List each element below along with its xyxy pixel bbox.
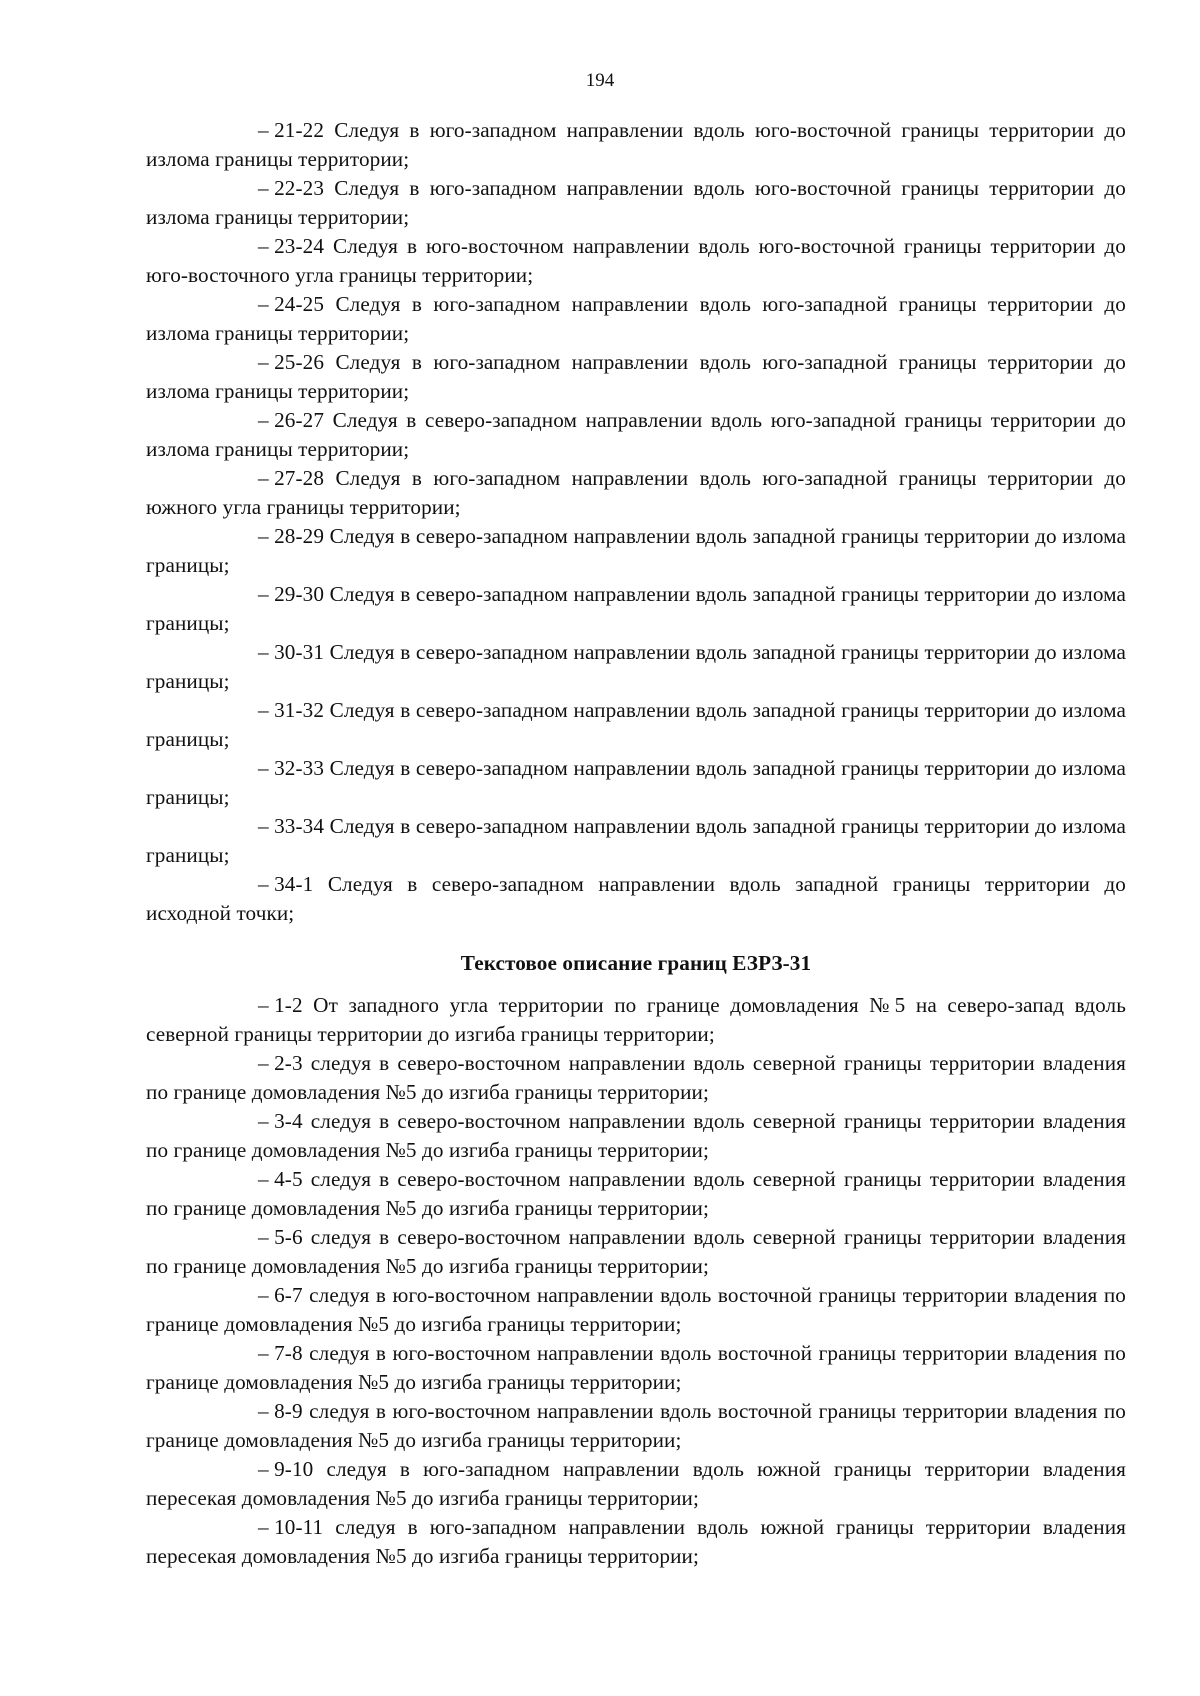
segment-description: следуя в северо-восточном направлении вдоль северной границы территории владения по границе домовладения №5 до изгиба границы территории;	[146, 1051, 1126, 1104]
segment-description: следуя в северо-восточном направлении вдоль северной границы территории владения по границе домовладения №5 до изгиба границы территории;	[146, 1109, 1126, 1162]
segment-code: – 33-34	[258, 814, 325, 838]
boundary-entry	[146, 1049, 1126, 1107]
segment-code: – 28-29	[258, 524, 325, 548]
boundary-entry	[146, 174, 1126, 232]
segment-code: – 2-3	[258, 1051, 303, 1075]
boundary-entry	[146, 1165, 1126, 1223]
boundary-entry	[146, 870, 1126, 928]
page-number: 194	[585, 70, 615, 91]
segment-code: – 22-23	[258, 176, 325, 200]
boundary-entry	[146, 580, 1126, 638]
boundary-entry	[146, 1455, 1126, 1513]
boundary-entry	[146, 1281, 1126, 1339]
segment-code: – 6-7	[258, 1283, 303, 1307]
boundary-entry	[146, 522, 1126, 580]
segment-description: следуя в юго-восточном направлении вдоль восточной границы территории владения по границе домовладения №5 до изгиба границы территории;	[146, 1283, 1126, 1336]
segment-description: Следуя в северо-западном направлении вдоль западной границы территории до излома границы;	[146, 582, 1126, 635]
segment-code: – 24-25	[258, 292, 325, 316]
segment-code: – 21-22	[258, 118, 325, 142]
segment-description: Следуя в юго-западном направлении вдоль юго-восточной границы территории до излома границы территории;	[146, 176, 1126, 229]
segment-code: – 32-33	[258, 756, 325, 780]
segment-code: – 7-8	[258, 1341, 303, 1365]
segment-code: – 26-27	[258, 408, 325, 432]
boundary-entry	[146, 696, 1126, 754]
segment-code: – 3-4	[258, 1109, 303, 1133]
ezrz-boundary-section	[146, 991, 1126, 1571]
segment-code: – 23-24	[258, 234, 325, 258]
segment-description: Следуя в северо-западном направлении вдоль западной границы территории до излома границы;	[146, 640, 1126, 693]
segment-description: следуя в юго-западном направлении вдоль южной границы территории владения пересекая домовладения №5 до изгиба границы территории;	[146, 1457, 1126, 1510]
segment-description: следуя в юго-восточном направлении вдоль восточной границы территории владения по границе домовладения №5 до изгиба границы территории;	[146, 1399, 1126, 1452]
segment-code: – 25-26	[258, 350, 325, 374]
boundary-entry	[146, 1339, 1126, 1397]
segment-description: следуя в юго-восточном направлении вдоль восточной границы территории владения по границе домовладения №5 до изгиба границы территории;	[146, 1341, 1126, 1394]
segment-description: Следуя в северо-западном направлении вдоль юго-западной границы территории до излома границы территории;	[146, 408, 1126, 461]
segment-description: Следуя в северо-западном направлении вдоль западной границы территории до излома границы;	[146, 698, 1126, 751]
boundary-entry	[146, 1107, 1126, 1165]
section-heading: Текстовое описание границ ЕЗРЗ-31	[460, 951, 812, 975]
boundary-entry	[146, 290, 1126, 348]
boundary-entry	[146, 464, 1126, 522]
boundary-entry	[146, 812, 1126, 870]
segment-description: следуя в северо-восточном направлении вдоль северной границы территории владения по границе домовладения №5 до изгиба границы территории;	[146, 1225, 1126, 1278]
segment-code: – 1-2	[258, 993, 303, 1017]
segment-description: Следуя в северо-западном направлении вдоль западной границы территории до излома границы;	[146, 524, 1126, 577]
segment-description: Следуя в северо-западном направлении вдоль западной границы территории до излома границы;	[146, 814, 1126, 867]
boundary-entry	[146, 116, 1126, 174]
document-body	[146, 116, 1126, 1571]
segment-description: От западного угла территории по границе домовладения №5 на северо-запад вдоль северной границы территории до изгиба границы территории;	[146, 993, 1126, 1046]
segment-code: – 10-11	[258, 1515, 324, 1539]
boundary-entry	[146, 232, 1126, 290]
segment-description: Следуя в юго-восточном направлении вдоль юго-восточной границы территории до юго-восточного угла границы территории;	[146, 234, 1127, 287]
boundary-list-section	[146, 116, 1126, 928]
segment-description: Следуя в юго-западном направлении вдоль юго-западной границы территории до излома границы территории;	[146, 292, 1126, 345]
boundary-entry	[146, 1513, 1126, 1571]
segment-description: следуя в юго-западном направлении вдоль южной границы территории владения пересекая домовладения №5 до изгиба границы территории;	[146, 1515, 1126, 1568]
boundary-entry	[146, 1397, 1126, 1455]
segment-code: – 31-32	[258, 698, 325, 722]
segment-code: – 4-5	[258, 1167, 303, 1191]
boundary-entry	[146, 406, 1126, 464]
boundary-entry	[146, 754, 1126, 812]
segment-code: – 9-10	[258, 1457, 314, 1481]
boundary-entry	[146, 348, 1126, 406]
segment-code: – 34-1	[258, 872, 314, 896]
boundary-entry	[146, 1223, 1126, 1281]
segment-code: – 8-9	[258, 1399, 303, 1423]
segment-code: – 27-28	[258, 466, 325, 490]
boundary-entry	[146, 638, 1126, 696]
boundary-entry	[146, 991, 1126, 1049]
segment-description: Следуя в юго-западном направлении вдоль юго-восточной границы территории до излома границы территории;	[146, 118, 1126, 171]
segment-description: Следуя в юго-западном направлении вдоль юго-западной границы территории до излома границы территории;	[146, 350, 1126, 403]
segment-description: Следуя в юго-западном направлении вдоль юго-западной границы территории до южного угла границы территории;	[146, 466, 1126, 519]
segment-code: – 5-6	[258, 1225, 303, 1249]
segment-description: следуя в северо-восточном направлении вдоль северной границы территории владения по границе домовладения №5 до изгиба границы территории;	[146, 1167, 1126, 1220]
segment-description: Следуя в северо-западном направлении вдоль западной границы территории до исходной точки;	[146, 872, 1126, 925]
segment-description: Следуя в северо-западном направлении вдоль западной границы территории до излома границы;	[146, 756, 1126, 809]
segment-code: – 29-30	[258, 582, 325, 606]
segment-code: – 30-31	[258, 640, 325, 664]
